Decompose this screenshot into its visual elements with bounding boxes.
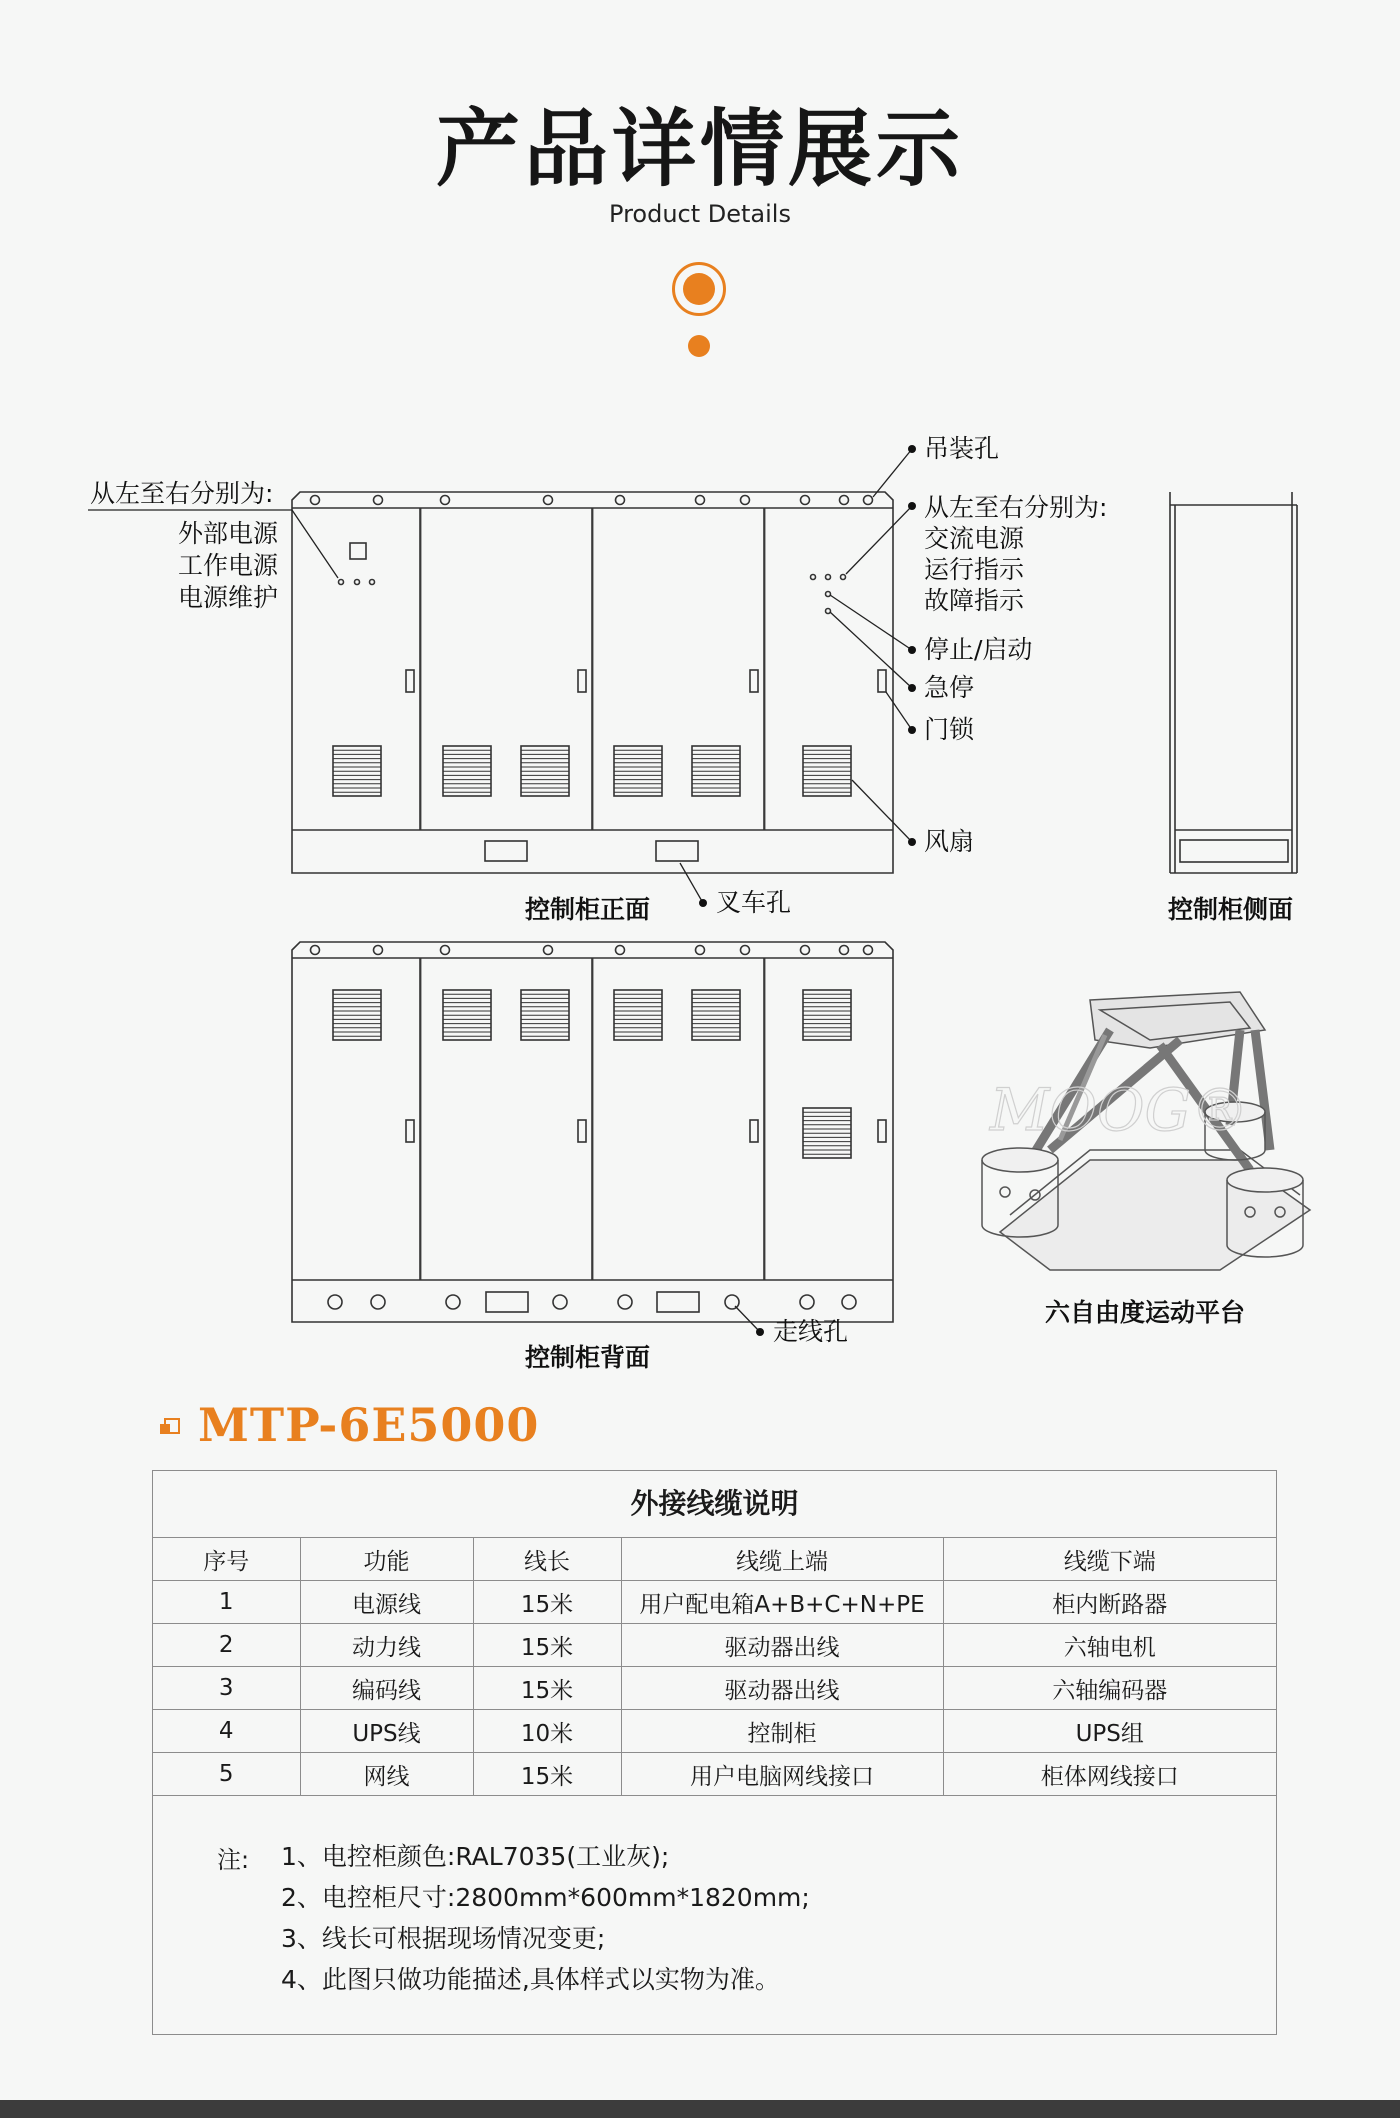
label-run-indicator: 运行指示 — [924, 555, 1025, 584]
table-notes — [153, 1796, 1276, 2000]
page-title: 产品详情展示 — [435, 100, 964, 198]
label-wire-hole: 走线孔 — [773, 1317, 849, 1346]
cell-lower-end: UPS组 — [943, 1710, 1276, 1753]
table-title: 外接线缆说明 — [153, 1471, 1276, 1538]
cell-index: 3 — [153, 1667, 300, 1710]
page-subtitle: Product Details — [609, 200, 791, 228]
label-door-lock: 门锁 — [924, 715, 975, 744]
caption-back-view: 控制柜背面 — [525, 1343, 651, 1372]
header-cell-length: 线长 — [473, 1538, 621, 1581]
left-label-power-maintenance: 电源维护 — [177, 583, 278, 612]
table-row — [153, 1753, 1276, 1796]
cell-function: 网线 — [300, 1753, 473, 1796]
side-view-drawing — [1170, 492, 1297, 873]
cell-index: 5 — [153, 1753, 300, 1796]
cell-upper-end: 控制柜 — [621, 1710, 943, 1753]
cable-table-grid — [153, 1538, 1276, 1796]
left-label-title: 从左至右分别为: — [90, 479, 274, 508]
caption-motion-platform: 六自由度运动平台 — [1045, 1298, 1246, 1327]
cell-length: 15米 — [473, 1624, 621, 1667]
label-fan: 风扇 — [924, 827, 975, 856]
label-stop-start: 停止/启动 — [924, 635, 1033, 664]
cell-lower-end: 柜内断路器 — [943, 1581, 1276, 1624]
cell-length: 15米 — [473, 1581, 621, 1624]
label-emergency-stop: 急停 — [924, 673, 975, 702]
cell-index: 4 — [153, 1710, 300, 1753]
header-cell-lower-end: 线缆下端 — [943, 1538, 1276, 1581]
cell-length: 10米 — [473, 1710, 621, 1753]
cell-function: 动力线 — [300, 1624, 473, 1667]
model-bullet-icon — [164, 1418, 180, 1434]
cable-spec-table — [152, 1470, 1277, 2035]
cell-upper-end: 驱动器出线 — [621, 1624, 943, 1667]
front-view-drawing — [292, 492, 893, 873]
cell-index: 1 — [153, 1581, 300, 1624]
note-line: 3、线长可根据现场情况变更; — [281, 1924, 606, 1953]
table-row — [153, 1581, 1276, 1624]
note-line: 2、电控柜尺寸:2800mm*600mm*1820mm; — [281, 1883, 810, 1912]
note-line: 4、此图只做功能描述,具体样式以实物为准。 — [281, 1965, 780, 1994]
cell-lower-end: 六轴电机 — [943, 1624, 1276, 1667]
bottom-bar — [0, 2100, 1400, 2118]
table-row — [153, 1667, 1276, 1710]
label-forklift-hole: 叉车孔 — [716, 888, 792, 917]
header-cell-index: 序号 — [153, 1538, 300, 1581]
table-row — [153, 1710, 1276, 1753]
label-ac-power: 交流电源 — [924, 524, 1025, 553]
label-indicators-title: 从左至右分别为: — [924, 493, 1108, 522]
cell-function: UPS线 — [300, 1710, 473, 1753]
model-number: MTP-6E5000 — [198, 1398, 540, 1452]
motion-platform-drawing — [982, 992, 1310, 1270]
cell-upper-end: 驱动器出线 — [621, 1667, 943, 1710]
cell-index: 2 — [153, 1624, 300, 1667]
caption-front-view: 控制柜正面 — [525, 895, 651, 924]
table-header-row — [153, 1538, 1276, 1581]
cell-upper-end: 用户配电箱A+B+C+N+PE — [621, 1581, 943, 1624]
left-label-external-power: 外部电源 — [177, 519, 278, 548]
back-view-drawing — [292, 942, 893, 1322]
notes-label: 注: — [217, 1846, 250, 1874]
label-fault-indicator: 故障指示 — [924, 586, 1025, 615]
caption-side-view: 控制柜侧面 — [1168, 895, 1294, 924]
cell-function: 编码线 — [300, 1667, 473, 1710]
header-cell-function: 功能 — [300, 1538, 473, 1581]
cell-lower-end: 六轴编码器 — [943, 1667, 1276, 1710]
cell-lower-end: 柜体网线接口 — [943, 1753, 1276, 1796]
cell-function: 电源线 — [300, 1581, 473, 1624]
label-lifting-hole: 吊装孔 — [924, 434, 1000, 463]
cell-length: 15米 — [473, 1753, 621, 1796]
header-cell-upper-end: 线缆上端 — [621, 1538, 943, 1581]
watermark-text: MOOG® — [990, 1076, 1249, 1144]
table-row — [153, 1624, 1276, 1667]
note-line: 1、电控柜颜色:RAL7035(工业灰); — [281, 1842, 670, 1871]
left-label-work-power: 工作电源 — [177, 551, 278, 580]
cell-length: 15米 — [473, 1667, 621, 1710]
cell-upper-end: 用户电脑网线接口 — [621, 1753, 943, 1796]
